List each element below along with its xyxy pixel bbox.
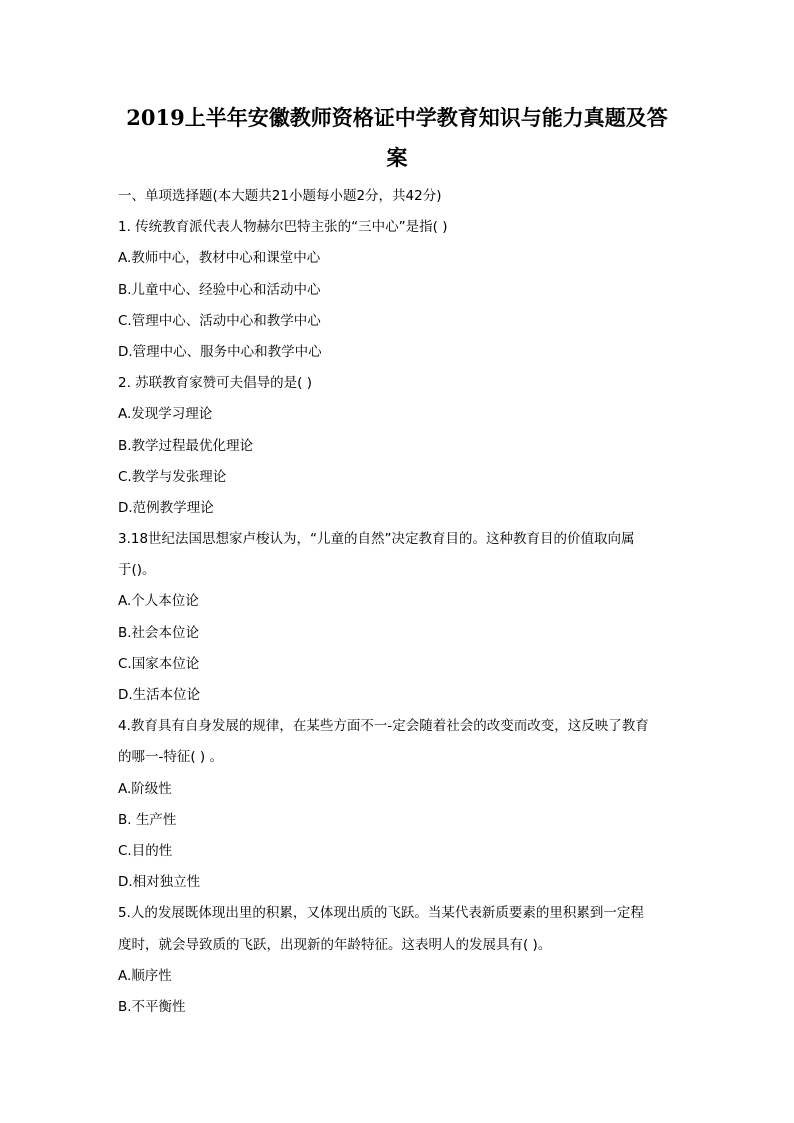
text-line: C.教学与发张理论 xyxy=(118,468,227,485)
text-line: B.儿童中心、经验中心和活动中心 xyxy=(118,281,321,298)
text-line: B. 生产性 xyxy=(118,811,177,828)
text-line: A.教师中心，教材中心和课堂中心 xyxy=(118,250,321,267)
text-line: C.管理中心、活动中心和教学中心 xyxy=(118,312,321,329)
text-line: 的哪一-特征( ) 。 xyxy=(118,749,223,766)
text-line: A.个人本位论 xyxy=(118,593,199,610)
text-line: D.管理中心、服务中心和教学中心 xyxy=(118,343,322,360)
title-line-1: 2019上半年安徽教师资格证中学教育知识与能力真题及答 xyxy=(126,105,668,130)
text-line: 1. 传统教育派代表人物赫尔巴特主张的“三中心”是指( ) xyxy=(118,219,448,236)
text-line: 2. 苏联教育家赞可夫倡导的是( ) xyxy=(118,375,312,392)
text-line: 4.教育具有自身发展的规律，在某些方面不一-定会随着社会的改变而改变，这反映了教育 xyxy=(118,718,649,735)
text-line: A.阶级性 xyxy=(118,780,172,797)
text-line: D.范例教学理论 xyxy=(118,499,214,516)
text-line: A.发现学习理论 xyxy=(118,406,213,423)
text-line: 度时，就会导致质的飞跃，出现新的年龄特征。这表明人的发展具有( )。 xyxy=(118,936,552,953)
document-body xyxy=(118,181,688,1023)
text-line: C.目的性 xyxy=(118,842,173,859)
text-line: C.国家本位论 xyxy=(118,655,200,672)
title-line-2: 案 xyxy=(386,145,408,170)
text-line: D.生活本位论 xyxy=(118,687,201,703)
text-line: B.不平衡性 xyxy=(118,998,186,1015)
text-line: B.社会本位论 xyxy=(118,624,200,641)
text-line: D.相对独立性 xyxy=(118,874,201,891)
text-line: 5.人的发展既体现出里的积累，又体现出质的飞跃。当某代表新质要素的里积累到一定程 xyxy=(118,905,644,922)
text-line: A.顺序性 xyxy=(118,967,172,984)
text-line: 3.18世纪法国思想家卢梭认为，“儿童的自然”决定教育目的。这种教育目的价值取向属 xyxy=(118,531,635,548)
section-heading: 一、单项选择题(本大题共21小题每小题2分，共42分) xyxy=(118,188,442,204)
text-line: B.教学过程最优化理论 xyxy=(118,437,254,454)
text-line: 于()。 xyxy=(118,562,156,579)
document-title xyxy=(100,98,694,178)
